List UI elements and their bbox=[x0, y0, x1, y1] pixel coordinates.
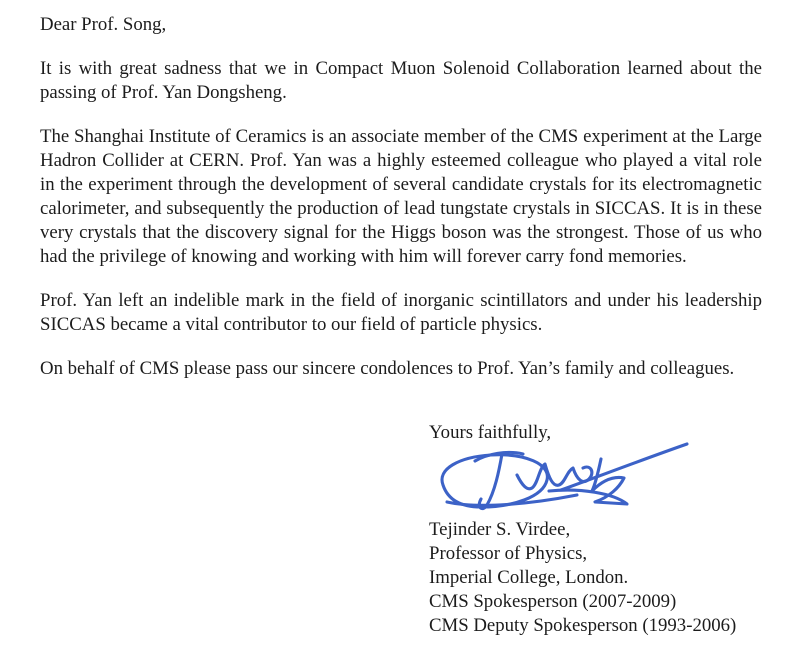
signature-t-stroke bbox=[475, 452, 523, 508]
signature-letters-stroke bbox=[517, 464, 592, 489]
paragraph-legacy: Prof. Yan left an indelible mark in the field of inorganic scintillators and under his leadership SICCAS became a vital contributor to our field of particle physics. bbox=[40, 290, 762, 335]
paragraph-siccas-cms: The Shanghai Institute of Ceramics is an associate member of the CMS experiment at the Large Hadron Collider at CERN. Prof. Yan was a highly esteemed colleague who played a vital role in the experiment through the development of several candidate crystals for its electromagnetic calorimeter, and subsequently the production of lead tungstate crystals in SICCAS. It is in these very crystals that the discovery signal for the Higgs boson was the strongest. Those of us who had the privilege of knowing and working with him will forever carry fond memories. bbox=[40, 126, 762, 267]
signature-underline-stroke bbox=[447, 495, 577, 505]
signer-role-deputy-spokesperson: CMS Deputy Spokesperson (1993-2006) bbox=[429, 615, 737, 636]
signer-details bbox=[429, 518, 759, 638]
signer-role-spokesperson: CMS Spokesperson (2007-2009) bbox=[429, 591, 677, 612]
signer-affiliation: Imperial College, London. bbox=[429, 567, 629, 588]
closing-salutation: Yours faithfully, bbox=[429, 422, 552, 443]
paragraph-condolences: On behalf of CMS please pass our sincere condolences to Prof. Yan’s family and colleagues. bbox=[40, 358, 735, 379]
signature-ascender-stroke bbox=[561, 444, 687, 490]
greeting: Dear Prof. Song, bbox=[40, 14, 167, 35]
signer-title: Professor of Physics, bbox=[429, 543, 588, 564]
paragraph-sadness: It is with great sadness that we in Compact Muon Solenoid Collaboration learned about the passing of Prof. Yan Dongsheng. bbox=[40, 58, 762, 103]
signer-name: Tejinder S. Virdee, bbox=[429, 519, 571, 540]
signature-block bbox=[429, 421, 759, 638]
